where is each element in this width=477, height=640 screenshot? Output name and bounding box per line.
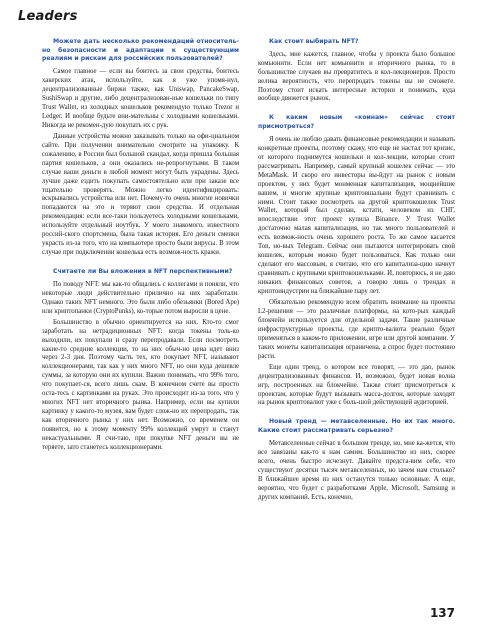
interview-question: Новый тренд — метавселенные. Но их так много. Какие стоит рассматривать серьезно?: [258, 418, 455, 435]
answer-paragraph: Метавселенные сейчас в большом тренде, но, мне ка-жется, что все завязаны как-то к нам самим. Большинство из них, скорее всего, очень быстро исчезнут. Давайте предста-вим себе, что существуют десятки тысяч метавселенных, но зачем нам столько? В ближайшее время из них останутся только основные. А еще, вероятно, что будет с разработками Apple, Microsoft, Samsung и других компаний. Есть, конечно,: [258, 439, 455, 501]
interview-question: Как стоит выбирать NFT?: [269, 38, 359, 45]
right-column: [258, 38, 455, 505]
answer-paragraph: Еще один тренд, о котором все говорят, — это дао, рынок децентрализованных финансов. И, возможно, будет новая волна игр, построенных на блокчейне. Также стоит присмотреться к проектам, которые будут вызывать масса-долгон, которые заходят на рынок криптовалют уже с боль-шой действующей аудиторией.: [258, 363, 455, 407]
interview-question: Считаете ли Вы вложения в NFT перспективными?: [53, 268, 233, 276]
answer-paragraph: Я очень не люблю давать финансовые рекомендации и называть конкретные проекты, поэтому скажу, что еще не настал тот кризис, от которого поднимутся кошельки и кол-лекции, которые стоит рассматривать. Например, самый крупный кошелек сейчас — это MetaMask. И скоро его инвесторы вы-йдут на рынок с новым проектом, у них будет монменная капитализация, мощнейшие вашем, и многие крупные криптовшалыни будут сравнивать с ними. Стоит также посмотреть на другой криптокошелек Trust Wallet, который был сделан, кстати, человеком из СНГ, впоследствии этот проект купила Binance. У Trust Wallet достаточно малая капитализация, но так много пользователей и есть возмож-ность очень хорошего роста. То же самое касается Ton, но-вых Telegram. Сейчас они пытаются интегрировать свой кошелек, которым можно будет пользоваться. Как только они сделают его массовым, я считаю, что его капитализа-цию начнут сравнивать с крупными криптокошельками. И, повторюсь, я не даю никаких финансовых советов, а говорю лишь о трендах и криптоиндустрии на ближайшие пару лет.: [258, 135, 456, 296]
answer-paragraph: По поводу NFT: мы как-то общались с коллегами и поняли, что некоторые люди действительно прилично на них заработали. Однако таких NFT немного. Это были либо обезьянки (Bored Ape) или криптопанки (CryptoPunks), ко-торые потом выросли в цене.: [42, 280, 239, 315]
answer-paragraph: Обязательно рекомендую всем обратить внимание на проекты L2-решения — это различные платформы, на кото-рых каждый блокчейн используется для отдельной задачи. Такие различные инфраструктурные проекты, где крипто-валюта реально будет применяться в каком-то приложении, игре или другой компании. У таких монеты капитализация ограничена, а спрос будет постоянно расти.: [258, 298, 455, 360]
page-number: 137: [429, 606, 455, 620]
answer-paragraph: Здесь, мне кажется, главное, чтобы у проекта было большое комьюнити. Если нет комьюнити и вторичного рынка, то в большинстве случаев вы превратитесь в кол-лекционеров. Просто велика вероятность, что перепродать токены вы не сможете. Поэтому стоит искать интересные истории и понимать, куда вообще движется рынок.: [258, 50, 455, 103]
answer-paragraph: Данные устройства можно заказывать только на офи-циальном сайте. При получении внимательно смотрите на упаковку. К сожалению, в России был большой скандал, когда пришла большая партия кошельков, а они оказались не-репрогнутыми. В таком случае ваши деньги в любой момент могут быть украдены. Здесь лучше даже ездить покупать самостоятельно или при заказе все тщательно проверять. Можно легко идентифицировать: вскрывались устройства или нет. Почему-то очень многие новички попадаются на это и теряют свои средства. И отдельная рекомендация: если все-таки пользуетесь холодными кошельками, используйте отдельный ноутбук. У моего знакомого, известного россий-ского спортсмена, была такая история. Его деньги сменки украсть из-за того, что на компьютере просто были вирусы. В этом случае при подключении кошелька есть возмож-ность кражи.: [42, 132, 239, 257]
answer-paragraph: Самое главное — если вы боитесь за свои средства, боитесь хакерских атак, используйте, как я уже упомя-нул, децентрализованные биржи также, как Uniswap, PancakeSwap, SushiSwap и другие, либо децентрализован-ные кошельки по типу Trust Wallet, из холодных кошельков рекомендую только Trezor и Ledger. И вообще будьте вни-мательны с холодными кошельками. Никогда не рекомен-дую покупать их с рук.: [42, 68, 239, 129]
answer-paragraph: Большинство в обычно ориентируется на них. Кто-то смог заработать на нетрадиционных NFT: когда токены толь-ко выходили, их покупали и сразу перепродавали. Если посмотреть какие-то средние коллекции, то на них обыч-но цена идет вниз через 2-3 дня. Поэтому часть тех, кто покупает NFT, называют коллекционерами, так как у них много NFT, но они куда дешевле суммы, за которую они их купили. Важно понимать, что 99% того, что покупает-ся, всего лишь скам. В конечном счете вы просто оста-тесь с картинками на руках. Это происходит из-за того, что у многих NFT нет вторичного рынка. Например, если вы купили картинку у какого-то музея, вам будет слож-но их перепродать, так как вторичного рынка у них нет. Возможно, со временем он появится, но к этому моменту 99% коллекций умрут и станут некастуальными. Я счи-таю, при покупке NFT деньги вы не теряете, зато станетесь коллекционерами.: [42, 318, 239, 451]
brand-logo: Leaders: [18, 9, 78, 24]
interview-question: Можете дать несколько рекомендаций относитель-но безопасности и адаптации к существующим реалиям и рискам для российских пользователей?: [42, 38, 239, 63]
interview-question: К каким новым «коинам» сейчас стоит присмотреться?: [258, 114, 455, 131]
left-column: [42, 38, 239, 455]
